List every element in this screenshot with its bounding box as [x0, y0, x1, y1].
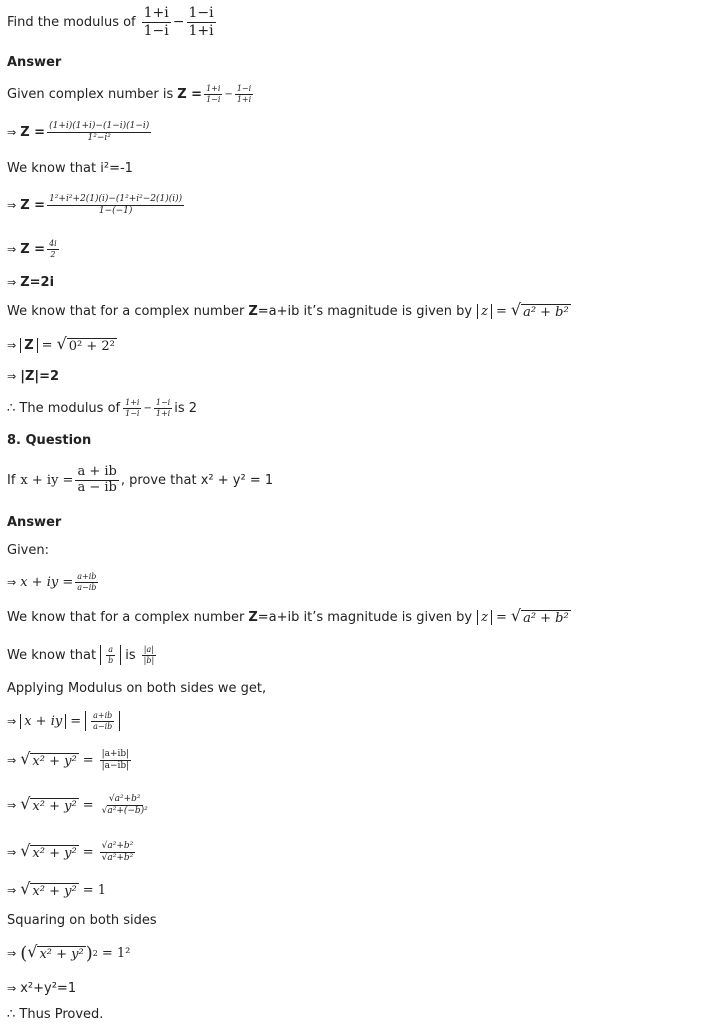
a8-step-5: ⇒ √ x² + y² = $\frac{\text{√a²+b²}}{\text{√a²+b²}}$ [7, 840, 134, 863]
thus-proved: ∴ Thus Proved. [7, 1006, 104, 1022]
a8-step-3: ⇒ √ x² + y² = $\frac{|a+ib|}{|a-ib|}$ [7, 748, 130, 771]
step-4: ⇒ Z=2i [7, 274, 55, 290]
a8-step-1: ⇒ x + iy = $\frac{a+ib}{a-ib}$ [7, 572, 97, 592]
question-7: Find the modulus of $\frac{1+i}{1-i}$ − $\frac{1-i}{1+i}$ [7, 5, 214, 39]
given-label: Given: [7, 542, 49, 558]
a8-step-8: ⇒ x²+y²=1 [7, 980, 77, 996]
step-3: ⇒ Z = $\frac{4i}{2}$ [7, 239, 57, 259]
step-2: ⇒ Z = $\frac{\text{1²+i²+2(1)(i)−(1²+i²−2(1)(i))}}{1-(-1)}$ [7, 194, 183, 216]
fraction: $\frac{a + ib}{a - ib}$ [77, 463, 117, 495]
step-6: ⇒ |Z|=2 [7, 368, 60, 384]
sqrt: √ a² + b² [510, 605, 569, 626]
a8-step-4: ⇒ √ x² + y² = $\frac{\text{√a²+b²}}{\text{√a²+(−b)²}}$ [7, 793, 148, 816]
fraction: $\frac{(1+i)(1+i)-(1-i)(1-i)}{\text{1²−i²}}$ [49, 121, 150, 143]
a8-step-2: ⇒ x + iy = $\frac{a+ib}{a-ib}$ [7, 706, 120, 736]
a8-step-7: ⇒ ( √ x² + y² ) 2 = 1² [7, 941, 131, 964]
fraction: $\frac{1+i}{1-i}$ [143, 5, 169, 39]
fraction: $\frac{4i}{2}$ [49, 239, 57, 259]
step-5: ⇒ Z = √ 0² + 2² [7, 333, 115, 354]
question-8-heading: 8. Question [7, 432, 92, 448]
magnitude-definition: We know that for a complex number Z =a+ib it’s magnitude is given by z = √ a² + b² [7, 299, 569, 320]
applying-modulus: Applying Modulus on both sides we get, [7, 680, 267, 696]
step-1: ⇒ Z = $\frac{(1+i)(1+i)-(1-i)(1-i)}{\text{1²−i²}}$ [7, 121, 150, 143]
squaring-label: Squaring on both sides [7, 912, 157, 928]
know-i-squared: We know that i²=-1 [7, 160, 133, 176]
sqrt: √ a² + b² [510, 299, 569, 320]
fraction: $\frac{1-i}{1+i}$ [188, 5, 214, 39]
question-8: If x + iy = $\frac{a + ib}{a - ib}$ , prove that x² + y² = 1 [7, 463, 274, 495]
a8-step-6: ⇒ √ x² + y² = 1 [7, 878, 106, 899]
fraction: $\frac{\text{1²+i²+2(1)(i)−(1²+i²−2(1)(i))}}{1-(-1)}$ [49, 194, 183, 216]
modulus-quotient-rule: We know that $\frac{a}{b}$ is $\frac{|a|}{|b|}$ [7, 645, 155, 665]
given-line: Given complex number is Z = $\frac{1+i}{1-i}$ − $\frac{1-i}{1+i}$ [7, 84, 252, 104]
conclusion-7: ∴ The modulus of $\frac{1+i}{1-i}$ − $\frac{1-i}{1+i}$ is 2 [7, 398, 198, 418]
sqrt: √ 0² + 2² [56, 333, 115, 354]
answer-heading: Answer [7, 54, 62, 70]
magnitude-definition: We know that for a complex number Z =a+ib it’s magnitude is given by z = √ a² + b² [7, 605, 569, 626]
question-7-prompt: Find the modulus of [7, 14, 136, 30]
answer-heading: Answer [7, 514, 62, 530]
